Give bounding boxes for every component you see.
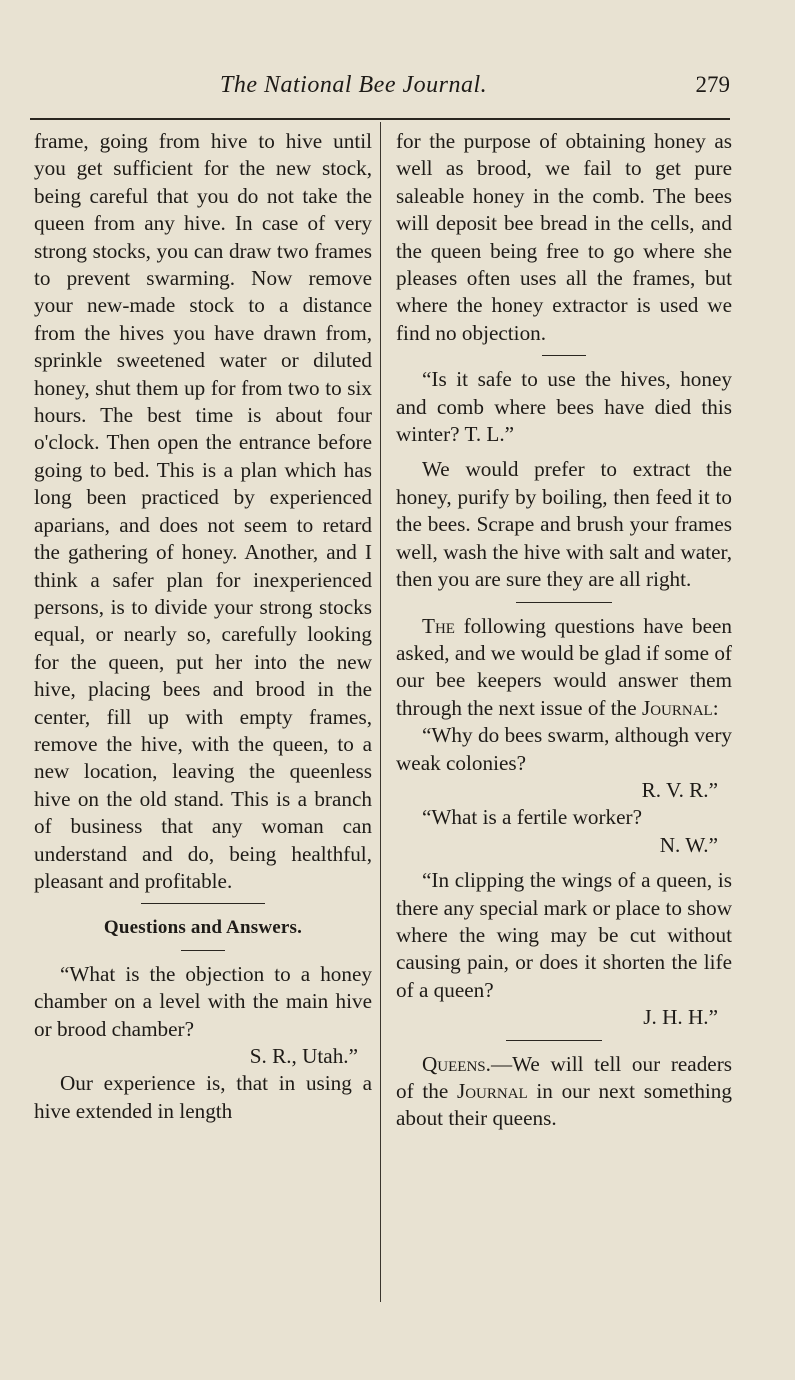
question-honey-chamber: “What is the objection to a honey chamber on a level with the main hive or brood chamber? xyxy=(34,961,372,1041)
question-honey-chamber-sign: S. R., Utah.” xyxy=(249,1044,358,1068)
left-column xyxy=(34,128,372,1125)
queens-text-b: in our next something about their queens. xyxy=(396,1079,732,1131)
question-fertile-worker-sign: N. W.” xyxy=(659,832,718,857)
queens-label: Queens xyxy=(422,1051,486,1076)
question-safe-hives: “Is it safe to use the hives, honey and comb where bees have died this winter? T. L.” xyxy=(396,367,732,447)
intro-rest: following questions have been asked, and we would be glad if some of our bee keepers would answer them through the next issue of the xyxy=(396,613,732,720)
column-divider xyxy=(380,122,381,1302)
section-rule-2 xyxy=(516,602,612,603)
intro-journal: Journal xyxy=(641,695,713,720)
question-swarm: “Why do bees swarm, although very weak colonies? xyxy=(396,723,732,775)
queens-text-a: .—We will tell our readers of the xyxy=(396,1051,732,1103)
header-rule xyxy=(30,118,730,120)
queens-notice xyxy=(396,1051,732,1133)
answer-rule xyxy=(542,355,586,356)
clipping-rule xyxy=(506,1040,602,1041)
swarming-paragraph: frame, going from hive to hive until you get sufficient for the new stock, being careful that you do not take the queen from any hive. In case of very strong stocks, you can draw two frames to prevent swarming. Now remove your new-made stock to a distance from the hives you have drawn from, sprinkle sweetened water or diluted honey, shut them up for from two to six hours. The best time is about four o'clock. Then open the entrance before going to bed. This is a plan which has long been practiced by experienced aparians, and does not seem to retard the gathering of honey. Another, and I think a safer plan for inexperienced persons, is to divide your strong stocks equal, or nearly so, carefully looking for the queen, put her into the new hive, placing bees and brood in the center, fill up with empty frames, remove the hive, with the queen, to a new location, leaving the queenless hive on the old stand. This is a branch of business that any woman can understand and do, being healthful, pleasant and profitable. xyxy=(34,129,372,893)
running-header xyxy=(30,72,730,106)
section-rule xyxy=(141,903,265,904)
answer-safe-hives: We would prefer to extract the honey, purify by boiling, then feed it to the bees. Scrape and brush your frames well, wash the hive with salt and water, then you are sure they are all right. xyxy=(396,457,732,592)
question-clipping: “In clipping the wings of a queen, is there any special mark or place to show where the wing may be cut without causing pain, or does it shorten the life of a queen? xyxy=(396,868,732,1002)
intro-end: : xyxy=(712,695,719,720)
question-swarm-sign: R. V. R.” xyxy=(641,777,718,802)
title-rule xyxy=(181,950,225,951)
question-fertile-worker: “What is a fertile worker? xyxy=(422,805,642,830)
journal-title: The National Bee Journal. xyxy=(220,72,488,98)
right-column xyxy=(396,128,732,1133)
answer-honey-chamber-cont: for the purpose of obtaining honey as well as brood, we fail to get pure saleable honey in the comb. The bees will deposit bee bread in the cells, and the queen being free to go where she pleases often uses all the frames, but where the honey extractor is used we find no objection. xyxy=(396,129,732,345)
questions-intro xyxy=(396,613,732,723)
queens-journal: Journal xyxy=(456,1079,528,1103)
section-title: Questions and Answers. xyxy=(103,917,303,939)
intro-lead: The xyxy=(422,613,455,638)
question-clipping-sign: J. H. H.” xyxy=(643,1005,718,1030)
page-number: 279 xyxy=(695,72,730,97)
answer-honey-chamber-start: Our experience is, that in using a hive extended in length xyxy=(34,1071,372,1123)
